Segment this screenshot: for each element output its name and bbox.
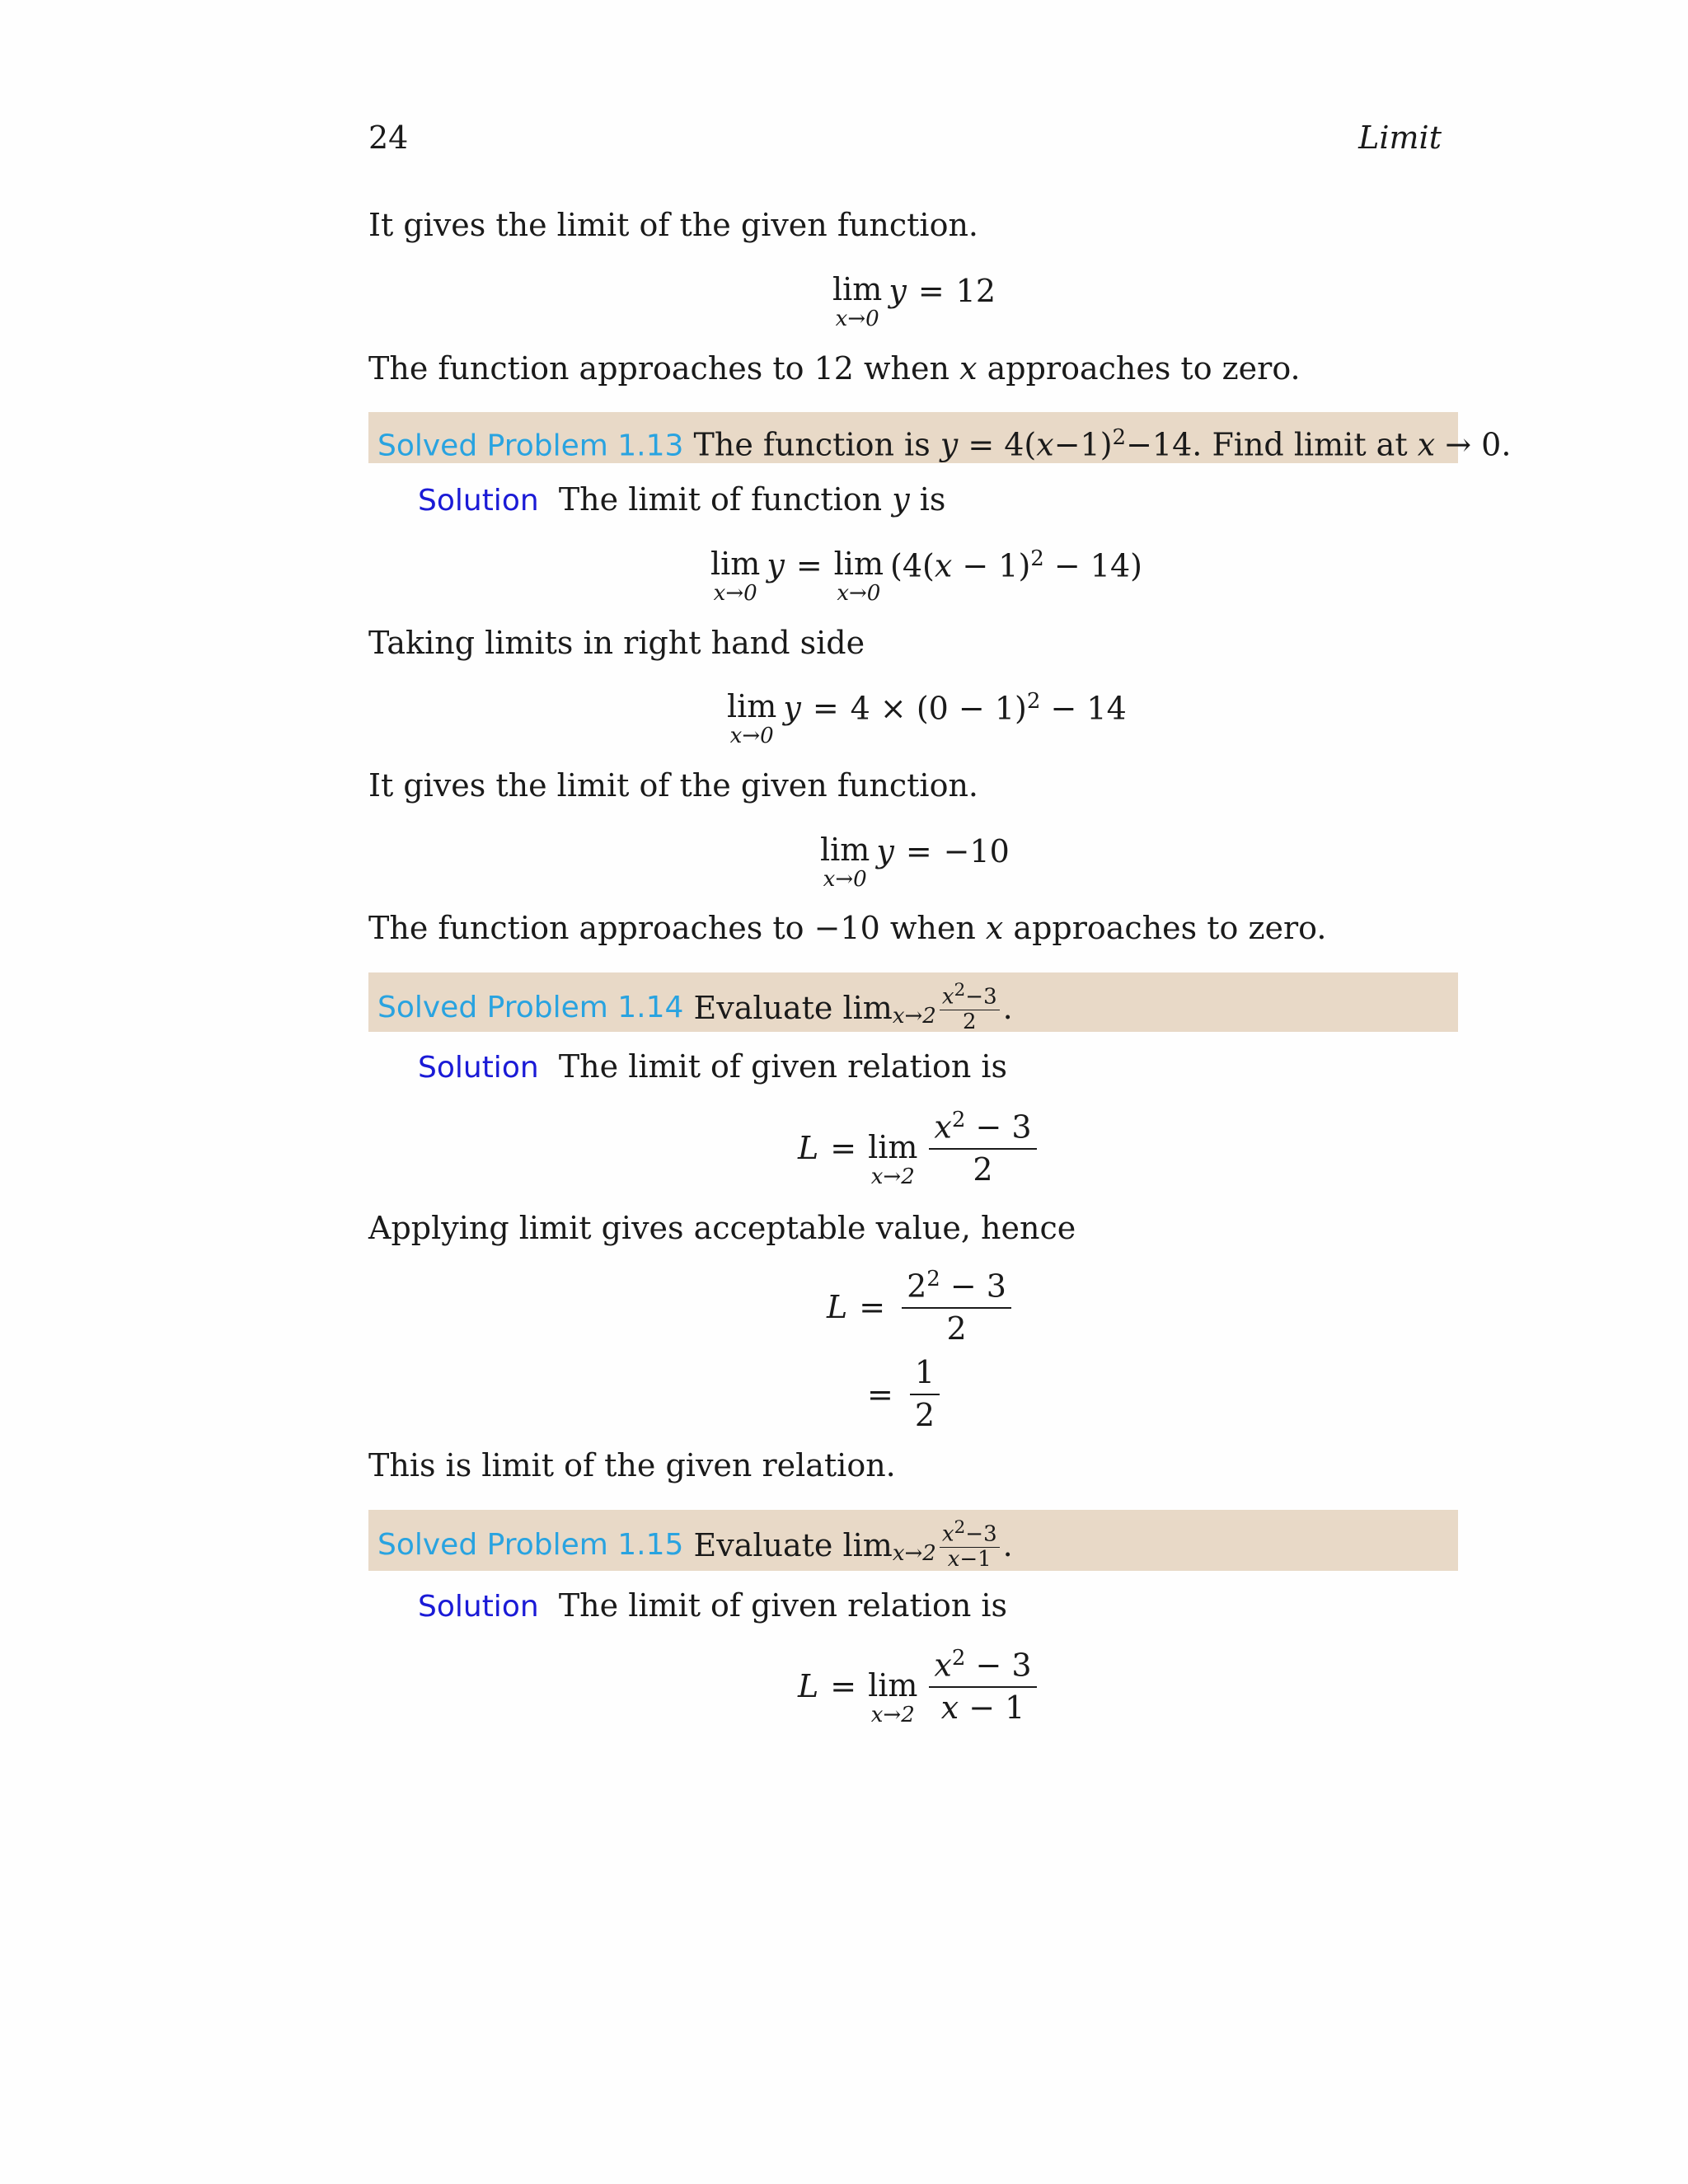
equation-limit-minus-10: lim x→0 y = −10 xyxy=(820,832,1010,892)
equation-evaluate-step: L = $\frac{2^2 - 3}{2}$ xyxy=(827,1268,1016,1347)
equation-L-definition-1-14: L = lim x→2 $\frac{x^2 - 3}{2}$ xyxy=(798,1108,1042,1188)
equation-limit-12: lim x→0 y = 12 xyxy=(832,271,996,331)
paragraph: Applying limit gives acceptable value, hence xyxy=(368,1210,1076,1246)
problem-statement-1-15: Solved Problem 1.15 Evaluate lim x→2 $\frac{x^2-3}{x-1}$ . xyxy=(377,1517,1013,1572)
solution-line-1-15: Solution The limit of given relation is xyxy=(418,1587,1008,1624)
paragraph: The function approaches to 12 when x approaches to zero. xyxy=(368,350,1301,387)
paragraph: Taking limits in right hand side xyxy=(368,625,865,661)
equation-result-half: = $\frac{1}{2}$ xyxy=(856,1356,945,1433)
problem-statement-1-14: Solved Problem 1.14 Evaluate lim x→2 $\frac{x^2-3}{2}$ . xyxy=(377,980,1013,1035)
paragraph: This is limit of the given relation. xyxy=(368,1447,896,1483)
equation-limit-expression: lim x→0 y = lim x→0 $(4(x - 1)^2 - 14)$ xyxy=(710,546,1142,606)
paragraph: The function approaches to −10 when x approaches to zero. xyxy=(368,910,1327,946)
solution-line-1-13: Solution The limit of function y is xyxy=(418,481,946,518)
paragraph: It gives the limit of the given function. xyxy=(368,207,978,243)
running-title: Limit xyxy=(1358,120,1442,156)
equation-L-definition-1-15: L = lim x→2 $\frac{x^2 - 3}{x - 1}$ xyxy=(798,1647,1042,1726)
problem-statement-1-13: Solved Problem 1.13 The function is $y = 4(x-1)^2-14$. Find limit at x → 0. xyxy=(377,425,1512,463)
solution-line-1-14: Solution The limit of given relation is xyxy=(418,1048,1008,1085)
equation-substitution: lim x→0 y = $4 \times (0 - 1)^2 - 14$ xyxy=(727,688,1127,748)
page-number: 24 xyxy=(368,120,409,156)
paragraph: It gives the limit of the given function. xyxy=(368,767,978,804)
